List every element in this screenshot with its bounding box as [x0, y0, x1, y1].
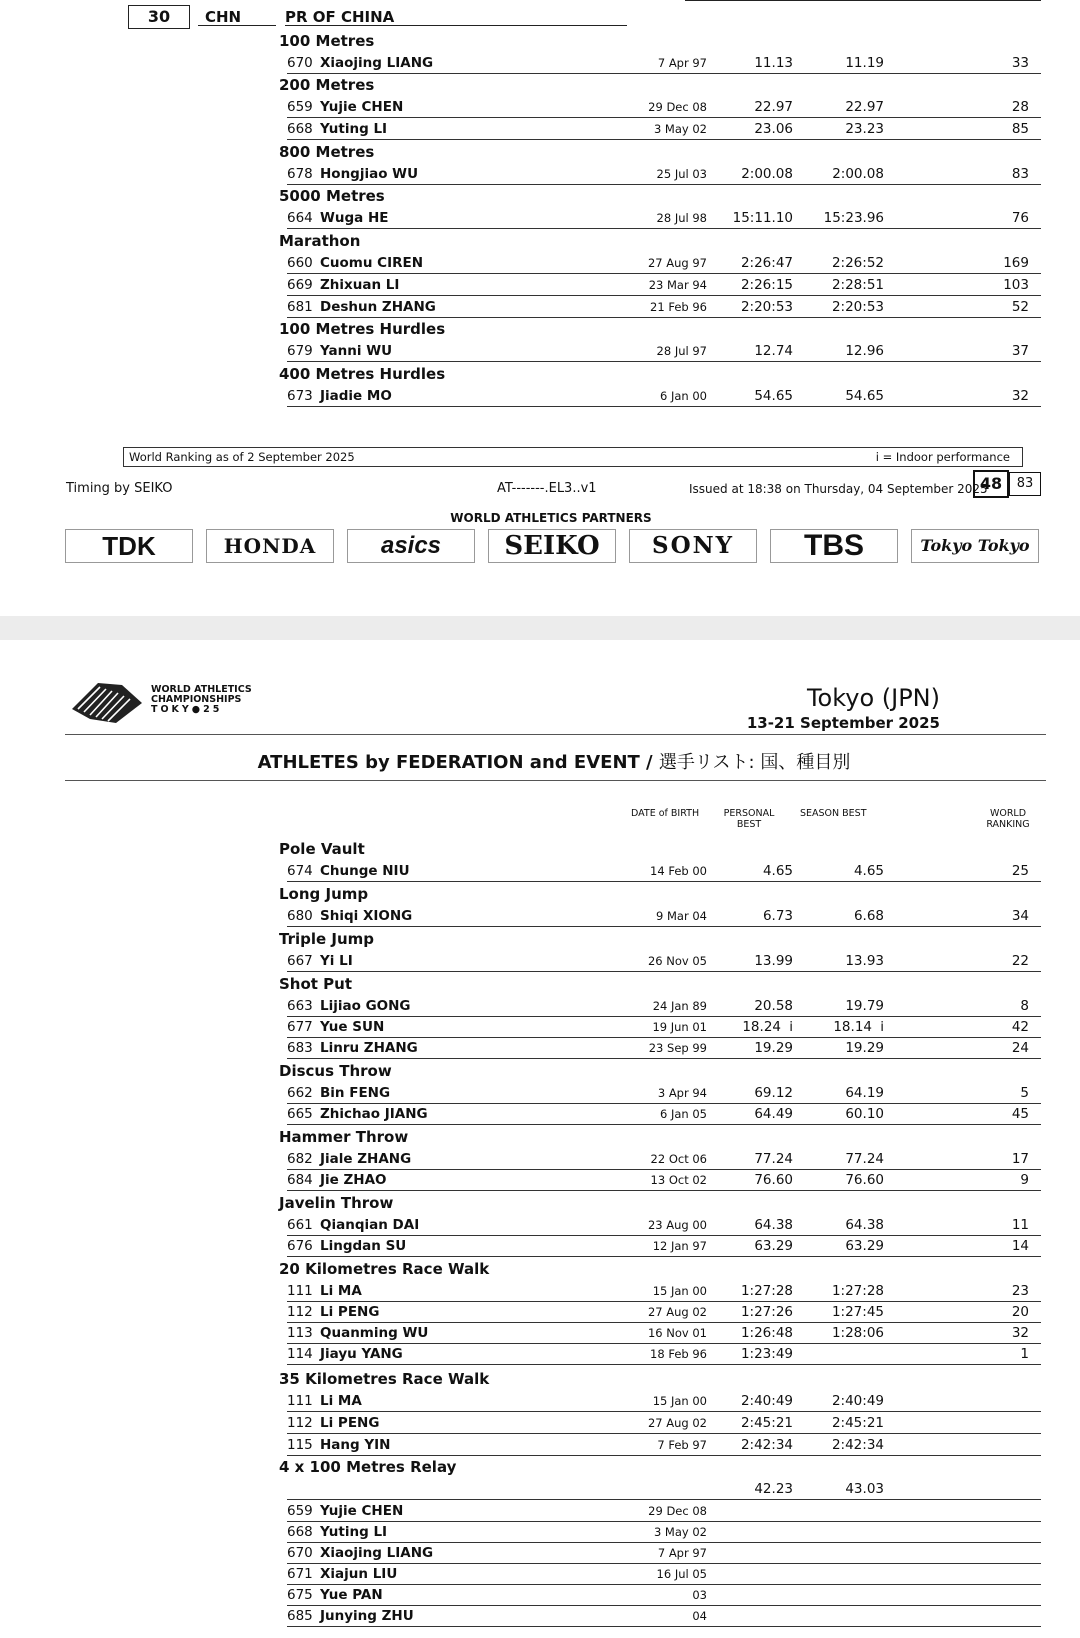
athlete-row: [287, 1343, 1041, 1365]
athlete-bib: 678: [287, 166, 313, 182]
wordmark-line: CHAMPIONSHIPS: [151, 694, 242, 705]
athlete-dob: 19 Jun 01: [652, 1020, 707, 1034]
season-best: 1:28:06: [831, 1325, 884, 1341]
athlete-name: Yuting LI: [320, 121, 388, 137]
event-heading: Marathon: [279, 232, 361, 250]
personal-best: 2:20:53: [740, 299, 793, 315]
athlete-bib: 674: [287, 863, 313, 879]
event-heading: Javelin Throw: [279, 1194, 394, 1212]
event-heading: 400 Metres Hurdles: [279, 365, 446, 383]
column-header-line: RANKING: [986, 819, 1030, 830]
athlete-dob: 27 Aug 97: [647, 256, 707, 270]
world-ranking: 45: [1011, 1106, 1029, 1122]
athlete-name: Jie ZHAO: [320, 1172, 387, 1188]
athlete-bib: 684: [287, 1172, 313, 1188]
athlete-dob: 27 Aug 02: [647, 1416, 707, 1430]
personal-best: 1:27:26: [740, 1304, 793, 1320]
athlete-row: [287, 1434, 1041, 1456]
personal-best: 2:00.08: [741, 166, 793, 182]
event-heading: 100 Metres Hurdles: [279, 320, 446, 338]
document-id: AT-------.EL3..v1: [497, 481, 597, 496]
athlete-name: Xiaojing LIANG: [320, 55, 434, 71]
athlete-dob: 9 Mar 04: [656, 909, 707, 923]
total-pages: 83: [1009, 472, 1041, 496]
season-best: 77.24: [845, 1151, 884, 1167]
season-best: 2:00.08: [832, 166, 884, 182]
athlete-name: Yujie CHEN: [320, 99, 404, 115]
world-ranking: 24: [1011, 1040, 1029, 1056]
championship-wordmark: [151, 685, 252, 715]
world-ranking: 33: [1011, 55, 1029, 71]
athlete-row: [287, 1584, 1041, 1606]
indoor-note: i = Indoor performance: [875, 450, 1010, 464]
athlete-name: Zhichao JIANG: [320, 1106, 428, 1122]
world-ranking: 20: [1011, 1304, 1029, 1320]
season-best: 1:27:28: [831, 1283, 884, 1299]
season-best: 76.60: [845, 1172, 884, 1188]
personal-best: 2:45:21: [740, 1415, 793, 1431]
federation-code: CHN: [205, 8, 242, 26]
tdk-logo: TDK: [65, 529, 193, 563]
team-row: [287, 1478, 1041, 1500]
host-city: Tokyo (JPN): [806, 684, 940, 712]
personal-best: 64.49: [754, 1106, 793, 1122]
athlete-dob: 18 Feb 96: [650, 1347, 707, 1361]
athlete-dob: 16 Jul 05: [656, 1567, 707, 1581]
athlete-row: [287, 1322, 1041, 1344]
athlete-row: [287, 1563, 1041, 1585]
athlete-name: Li MA: [320, 1283, 362, 1299]
asics-logo: asics: [347, 529, 475, 563]
event-heading: 5000 Metres: [279, 187, 385, 205]
athlete-name: Qianqian DAI: [320, 1217, 420, 1233]
personal-best: 76.60: [754, 1172, 793, 1188]
personal-best: 1:23:49: [740, 1346, 793, 1362]
athlete-dob: 13 Oct 02: [650, 1173, 707, 1187]
timing-credit: Timing by SEIKO: [66, 481, 173, 496]
season-best: 1:27:45: [831, 1304, 884, 1320]
header-divider: [65, 734, 1046, 735]
athlete-name: Lijiao GONG: [320, 998, 411, 1014]
personal-best: 19.29: [754, 1040, 793, 1056]
event-heading: Pole Vault: [279, 840, 365, 858]
athlete-row: [287, 1605, 1041, 1627]
season-best: 2:42:34: [831, 1437, 884, 1453]
athlete-dob: 3 May 02: [653, 1525, 707, 1539]
world-ranking: 42: [1011, 1019, 1029, 1035]
personal-best: 2:26:47: [740, 255, 793, 271]
athlete-name: Chunge NIU: [320, 863, 410, 879]
personal-best: 12.74: [754, 343, 793, 359]
event-heading: 4 x 100 Metres Relay: [279, 1458, 457, 1476]
world-ranking: 37: [1011, 343, 1029, 359]
athlete-bib: 680: [287, 908, 313, 924]
athlete-name: Li PENG: [320, 1415, 380, 1431]
athlete-bib: 677: [287, 1019, 313, 1035]
athlete-dob: 3 May 02: [653, 122, 707, 136]
athlete-bib: 669: [287, 277, 313, 293]
athlete-name: Lingdan SU: [320, 1238, 407, 1254]
world-ranking: 14: [1011, 1238, 1029, 1254]
athlete-row: [287, 118, 1041, 140]
season-best: 12.96: [845, 343, 884, 359]
page-title-en: ATHLETES by FEDERATION and EVENT /: [257, 752, 653, 773]
athlete-row: [287, 1214, 1041, 1236]
athlete-row: [287, 1280, 1041, 1302]
sony-logo: SONY: [629, 529, 757, 563]
athlete-dob: 29 Dec 08: [648, 100, 707, 114]
season-best: 2:28:51: [831, 277, 884, 293]
athlete-dob: 16 Nov 01: [647, 1326, 707, 1340]
event-heading: Long Jump: [279, 885, 369, 903]
world-ranking: 83: [1011, 166, 1029, 182]
athlete-row: [287, 1412, 1041, 1434]
athlete-row: [287, 340, 1041, 362]
athlete-bib: 682: [287, 1151, 313, 1167]
partners-title: WORLD ATHLETICS PARTNERS: [450, 511, 652, 525]
athlete-name: Xiaojing LIANG: [320, 1545, 434, 1561]
season-best: 13.93: [845, 953, 884, 969]
page-number: 48: [973, 470, 1009, 498]
athlete-bib: 113: [287, 1325, 313, 1341]
athlete-dob: 12 Jan 97: [652, 1239, 707, 1253]
athlete-name: Wuga HE: [320, 210, 389, 226]
athlete-name: Yue PAN: [320, 1587, 383, 1603]
athlete-row: [287, 163, 1041, 185]
personal-best: 4.65: [762, 863, 793, 879]
ranking-note: World Ranking as of 2 September 2025: [129, 450, 355, 464]
athlete-bib: 685: [287, 1608, 313, 1624]
season-best: 60.10: [845, 1106, 884, 1122]
federation-name: PR OF CHINA: [285, 8, 395, 26]
athlete-row: [287, 1016, 1041, 1038]
tokyo-tokyo-logo: Tokyo Tokyo: [911, 529, 1039, 563]
personal-best: 20.58: [754, 998, 793, 1014]
athlete-dob: 23 Sep 99: [648, 1041, 707, 1055]
event-heading: Shot Put: [279, 975, 353, 993]
personal-best: 54.65: [754, 388, 793, 404]
athlete-row: [287, 1521, 1041, 1543]
world-ranking: 23: [1011, 1283, 1029, 1299]
athlete-name: Cuomu CIREN: [320, 255, 424, 271]
athlete-dob: 3 Apr 94: [657, 1086, 707, 1100]
world-ranking: 9: [1020, 1172, 1029, 1188]
athlete-bib: 111: [287, 1393, 313, 1409]
athlete-dob: 14 Feb 00: [650, 864, 707, 878]
event-heading: 200 Metres: [279, 76, 375, 94]
world-ranking: 34: [1011, 908, 1029, 924]
athlete-bib: 683: [287, 1040, 313, 1056]
athlete-dob: 15 Jan 00: [652, 1284, 707, 1298]
team-personal-best: 42.23: [754, 1481, 793, 1497]
personal-best: 69.12: [754, 1085, 793, 1101]
column-header-sb: SEASON BEST: [800, 808, 867, 819]
athlete-name: Yi LI: [320, 953, 353, 969]
ranking-note-box: [123, 447, 1023, 467]
athlete-row: [287, 905, 1041, 927]
athlete-name: Zhixuan LI: [320, 277, 400, 293]
athlete-row: [287, 1148, 1041, 1170]
world-ranking: 32: [1011, 1325, 1029, 1341]
top-rule: [685, 0, 1041, 1]
athlete-bib: 670: [287, 1545, 313, 1561]
event-heading: Triple Jump: [279, 930, 375, 948]
season-best: 11.19: [845, 55, 884, 71]
team-season-best: 43.03: [845, 1481, 884, 1497]
column-header-ranking: [980, 808, 1036, 830]
athlete-bib: 668: [287, 1524, 313, 1540]
event-heading: 35 Kilometres Race Walk: [279, 1370, 490, 1388]
season-best: 2:45:21: [831, 1415, 884, 1431]
season-best: 63.29: [845, 1238, 884, 1254]
athlete-name: Bin FENG: [320, 1085, 391, 1101]
world-ranking: 32: [1011, 388, 1029, 404]
athlete-row: [287, 860, 1041, 882]
season-best: 2:20:53: [831, 299, 884, 315]
athlete-row: [287, 1301, 1041, 1323]
personal-best: 15:11.10: [732, 210, 793, 226]
issued-timestamp: Issued at 18:38 on Thursday, 04 September 2025: [689, 482, 988, 496]
athlete-row: [287, 995, 1041, 1017]
divider: [285, 25, 627, 26]
season-best: 64.38: [845, 1217, 884, 1233]
athlete-dob: 15 Jan 00: [652, 1394, 707, 1408]
world-ranking: 17: [1011, 1151, 1029, 1167]
season-best: 2:26:52: [831, 255, 884, 271]
personal-best: 13.99: [754, 953, 793, 969]
event-heading: 20 Kilometres Race Walk: [279, 1260, 490, 1278]
personal-best: 22.97: [754, 99, 793, 115]
athlete-bib: 668: [287, 121, 313, 137]
world-ranking: 11: [1011, 1217, 1029, 1233]
athlete-dob: 29 Dec 08: [648, 1504, 707, 1518]
athlete-bib: 676: [287, 1238, 313, 1254]
athlete-dob: 7 Apr 97: [657, 56, 707, 70]
athlete-row: [287, 52, 1041, 74]
personal-best: 2:26:15: [740, 277, 793, 293]
athlete-bib: 673: [287, 388, 313, 404]
athlete-name: Deshun ZHANG: [320, 299, 436, 315]
athlete-row: [287, 252, 1041, 274]
athlete-row: [287, 1082, 1041, 1104]
personal-best: 63.29: [754, 1238, 793, 1254]
athlete-dob: 22 Oct 06: [650, 1152, 707, 1166]
athlete-dob: 28 Jul 98: [656, 211, 707, 225]
athlete-row: [287, 1500, 1041, 1522]
season-best: 22.97: [845, 99, 884, 115]
event-heading: 800 Metres: [279, 143, 375, 161]
seiko-logo: SEIKO: [488, 529, 616, 563]
athlete-row: [287, 1542, 1041, 1564]
athlete-dob: 24 Jan 89: [652, 999, 707, 1013]
athlete-dob: 6 Jan 00: [660, 389, 707, 403]
wordmark-line: TOKY●25: [151, 704, 223, 715]
athlete-dob: 26 Nov 05: [647, 954, 707, 968]
page-title: [0, 748, 1080, 774]
column-header-pb: [716, 808, 782, 830]
event-heading: Hammer Throw: [279, 1128, 409, 1146]
athlete-bib: 660: [287, 255, 313, 271]
page-title-jp: 選手リスト: 国、種目別: [658, 752, 851, 773]
world-ranking: 85: [1011, 121, 1029, 137]
athlete-name: Yue SUN: [320, 1019, 385, 1035]
athlete-bib: 675: [287, 1587, 313, 1603]
athlete-bib: 663: [287, 998, 313, 1014]
world-ranking: 103: [1003, 277, 1029, 293]
athlete-row: [287, 385, 1041, 407]
athlete-row: [287, 207, 1041, 229]
athlete-bib: 659: [287, 1503, 313, 1519]
athlete-name: Li MA: [320, 1393, 362, 1409]
season-best: 19.29: [845, 1040, 884, 1056]
athlete-dob: 04: [692, 1609, 707, 1623]
indoor-flag: i: [880, 1019, 884, 1035]
athlete-dob: 25 Jul 03: [656, 167, 707, 181]
tbs-logo: TBS: [770, 529, 898, 563]
athlete-name: Shiqi XIONG: [320, 908, 413, 924]
athlete-dob: 7 Apr 97: [657, 1546, 707, 1560]
athlete-name: Linru ZHANG: [320, 1040, 418, 1056]
personal-best: 11.13: [754, 55, 793, 71]
world-athletics-logo-icon: [70, 679, 142, 725]
athlete-row: [287, 296, 1041, 318]
personal-best: 64.38: [754, 1217, 793, 1233]
athlete-bib: 114: [287, 1346, 313, 1362]
header-divider: [65, 780, 1046, 781]
honda-logo: HONDA: [206, 529, 334, 563]
personal-best: 1:26:48: [740, 1325, 793, 1341]
column-header-line: WORLD: [989, 808, 1027, 819]
world-ranking: 25: [1011, 863, 1029, 879]
season-best: 54.65: [845, 388, 884, 404]
personal-best: 6.73: [762, 908, 793, 924]
athlete-bib: 665: [287, 1106, 313, 1122]
athlete-bib: 111: [287, 1283, 313, 1299]
world-ranking: 5: [1020, 1085, 1029, 1101]
season-best: 64.19: [845, 1085, 884, 1101]
athlete-row: [287, 1390, 1041, 1412]
athlete-bib: 112: [287, 1304, 313, 1320]
athlete-bib: 664: [287, 210, 313, 226]
season-best: 19.79: [845, 998, 884, 1014]
athlete-dob: 23 Mar 94: [648, 278, 707, 292]
wordmark-line: WORLD ATHLETICS: [151, 684, 252, 695]
athlete-name: Jiayu YANG: [320, 1346, 403, 1362]
athlete-dob: 21 Feb 96: [650, 300, 707, 314]
event-heading: 100 Metres: [279, 32, 375, 50]
athlete-name: Jiale ZHANG: [320, 1151, 412, 1167]
athlete-row: [287, 1037, 1041, 1059]
athlete-dob: 6 Jan 05: [660, 1107, 707, 1121]
athlete-bib: 662: [287, 1085, 313, 1101]
athlete-row: [287, 274, 1041, 296]
divider: [198, 25, 276, 26]
athlete-dob: 03: [692, 1588, 707, 1602]
season-best: 18.14: [833, 1019, 872, 1035]
personal-best: 2:40:49: [740, 1393, 793, 1409]
federation-rank-box: 30: [128, 5, 190, 29]
athlete-bib: 661: [287, 1217, 313, 1233]
athlete-name: Yuting LI: [320, 1524, 388, 1540]
personal-best: 1:27:28: [740, 1283, 793, 1299]
athlete-bib: 681: [287, 299, 313, 315]
personal-best: 18.24: [742, 1019, 781, 1035]
athlete-name: Hongjiao WU: [320, 166, 419, 182]
athlete-name: Li PENG: [320, 1304, 380, 1320]
world-ranking: 169: [1003, 255, 1029, 271]
world-ranking: 22: [1011, 953, 1029, 969]
athlete-row: [287, 96, 1041, 118]
athlete-row: [287, 1235, 1041, 1257]
page-separator: [0, 616, 1080, 640]
athlete-bib: 671: [287, 1566, 313, 1582]
column-header-dob: DATE of BIRTH: [631, 808, 700, 819]
athlete-name: Yanni WU: [320, 343, 393, 359]
athlete-name: Yujie CHEN: [320, 1503, 404, 1519]
athlete-dob: 23 Aug 00: [647, 1218, 707, 1232]
athlete-row: [287, 950, 1041, 972]
athlete-bib: 667: [287, 953, 313, 969]
season-best: 23.23: [845, 121, 884, 137]
athlete-bib: 659: [287, 99, 313, 115]
athlete-row: [287, 1169, 1041, 1191]
personal-best: 2:42:34: [740, 1437, 793, 1453]
athlete-name: Jiadie MO: [320, 388, 392, 404]
world-ranking: 8: [1020, 998, 1029, 1014]
world-ranking: 52: [1011, 299, 1029, 315]
athlete-name: Quanming WU: [320, 1325, 429, 1341]
column-header-line: PERSONAL: [723, 808, 775, 819]
indoor-flag: i: [789, 1019, 793, 1035]
season-best: 6.68: [853, 908, 884, 924]
season-best: 2:40:49: [831, 1393, 884, 1409]
athlete-name: Junying ZHU: [320, 1608, 414, 1624]
athlete-bib: 679: [287, 343, 313, 359]
athlete-row: [287, 1103, 1041, 1125]
athlete-name: Hang YIN: [320, 1437, 391, 1453]
event-dates: 13-21 September 2025: [746, 714, 940, 732]
event-heading: Discus Throw: [279, 1062, 392, 1080]
world-ranking: 1: [1020, 1346, 1029, 1362]
season-best: 4.65: [853, 863, 884, 879]
athlete-bib: 112: [287, 1415, 313, 1431]
athlete-dob: 7 Feb 97: [657, 1438, 707, 1452]
personal-best: 77.24: [754, 1151, 793, 1167]
world-ranking: 28: [1011, 99, 1029, 115]
column-header-line: BEST: [736, 819, 762, 830]
season-best: 15:23.96: [823, 210, 884, 226]
athlete-dob: 27 Aug 02: [647, 1305, 707, 1319]
world-ranking: 76: [1011, 210, 1029, 226]
athlete-dob: 28 Jul 97: [656, 344, 707, 358]
athlete-bib: 115: [287, 1437, 313, 1453]
athlete-bib: 670: [287, 55, 313, 71]
personal-best: 23.06: [754, 121, 793, 137]
athlete-name: Xiajun LIU: [320, 1566, 398, 1582]
